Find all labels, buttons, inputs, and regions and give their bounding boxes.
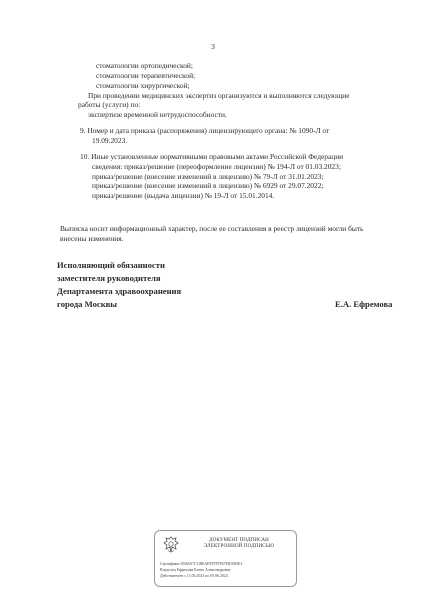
signatory-position: города Москвы: [57, 299, 118, 309]
signatory-position: Исполняющий обязанности: [57, 260, 165, 270]
expertise-text: При проведении медицинских экспертиз организуются и выполняются следующие: [88, 91, 350, 100]
item-10-text: приказ/решение (выдача лицензии) № 19-Л от 15.01.2014.: [92, 191, 275, 200]
item-9-text: 19.09.2023.: [92, 136, 128, 145]
expertise-text: работы (услуги) по:: [78, 100, 141, 109]
list-item: стоматологии терапевтической;: [96, 71, 196, 80]
stamp-validity: Действителен с 13.03.2023 по 05.06.2024: [160, 574, 228, 578]
signatory-position: Департамента здравоохранения: [57, 286, 182, 296]
item-10-text: приказ/решение (внесение изменений в лицензию) № 79-Л от 31.01.2023;: [92, 172, 324, 181]
item-9-text: 9. Номер и дата приказа (распоряжения) лицензирующего органа: № 1090-Л от: [80, 126, 330, 135]
notice-text: внесены изменения.: [60, 234, 124, 243]
item-10-text: сведения: приказ/решение (переоформление лицензии) № 194-Л от 01.03.2023;: [92, 162, 341, 171]
stamp-title-line: ДОКУМЕНТ ПОДПИСАН: [209, 537, 269, 543]
coat-of-arms-icon: [161, 535, 181, 555]
list-item: стоматологии хирургической;: [96, 81, 190, 90]
stamp-title: [185, 537, 293, 550]
item-10-text: 10. Иные установленные нормативными правовыми актами Российской Федерации: [80, 152, 344, 161]
stamp-owner: Владелец Ефремова Елена Александровна: [160, 568, 231, 572]
list-item: стоматологии ортопедической;: [96, 61, 193, 70]
stamp-certificate: Сертификат 00A8A7CCBEAEF8787F67EBA9DE1: [160, 562, 243, 566]
signatory-name: Е.А. Ефремова: [335, 299, 393, 309]
page-number: 3: [211, 42, 215, 51]
item-10-text: приказ/решение (внесение изменений в лицензию) № 6929 от 29.07.2022;: [92, 181, 324, 190]
stamp-title-line: ЭЛЕКТРОННОЙ ПОДПИСЬЮ: [203, 543, 275, 550]
signatory-position: заместителя руководителя: [57, 273, 161, 283]
electronic-signature-stamp: [154, 530, 297, 587]
expertise-text: экспертизе временной нетрудоспособности.: [88, 110, 227, 119]
notice-text: Выписка носит информационный характер, после ее составления в реестр лицензий могли быть: [60, 224, 364, 233]
